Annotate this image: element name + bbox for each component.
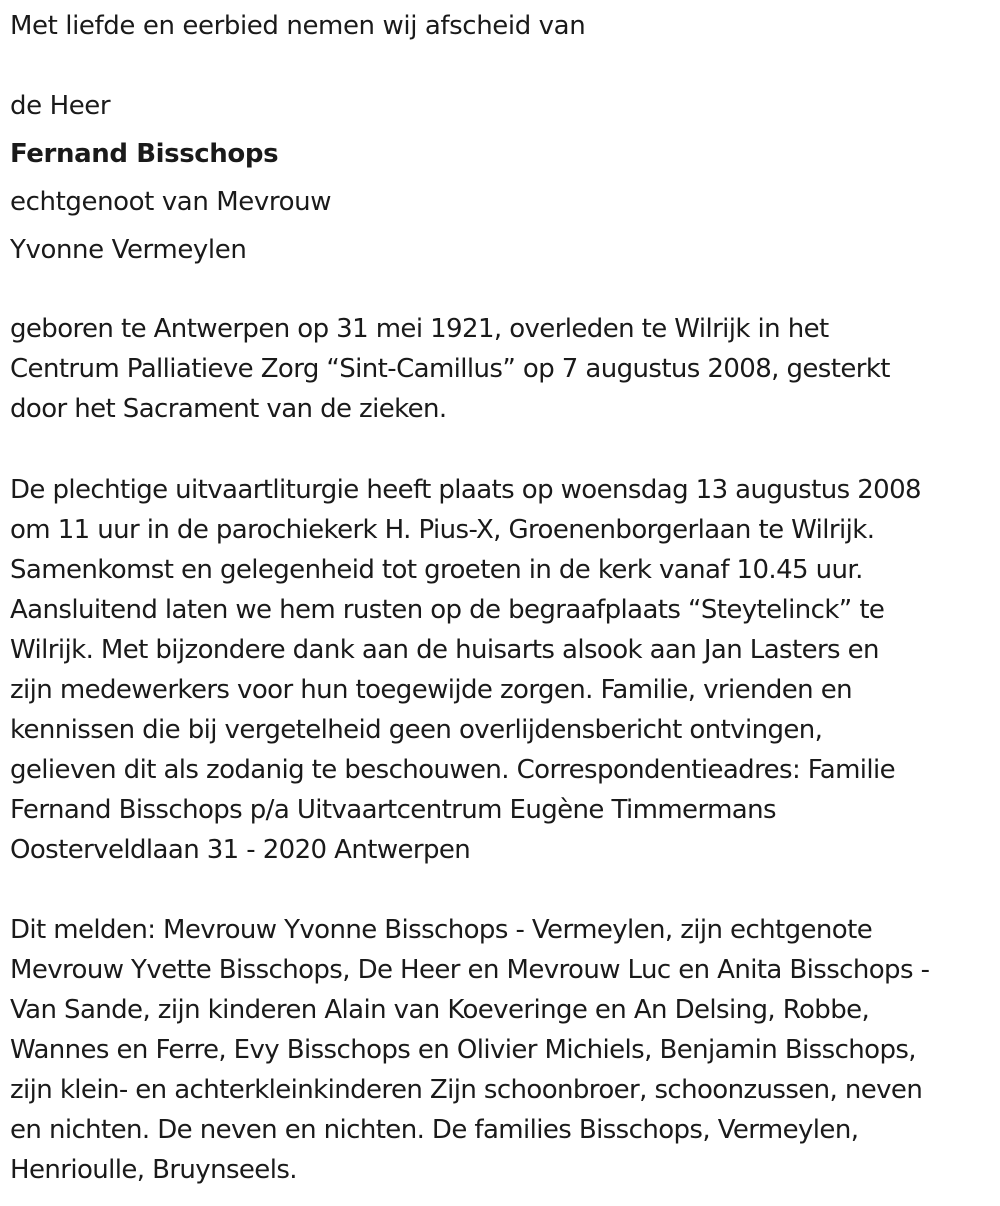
paragraph-line: kennissen die bij vergetelheid geen overlijdensbericht ontvingen, [10, 715, 823, 745]
paragraph-line: Oosterveldlaan 31 - 2020 Antwerpen [10, 835, 471, 865]
deceased-name: Fernand Bisschops [10, 139, 279, 169]
paragraph-line: Wannes en Ferre, Evy Bisschops en Olivier Michiels, Benjamin Bisschops, [10, 1035, 916, 1065]
paragraph-line: Samenkomst en gelegenheid tot groeten in de kerk vanaf 10.45 uur. [10, 555, 863, 585]
paragraph-line: geboren te Antwerpen op 31 mei 1921, overleden te Wilrijk in het [10, 314, 829, 344]
paragraph-line: Wilrijk. Met bijzondere dank aan de huisarts alsook aan Jan Lasters en [10, 635, 879, 665]
paragraph-line: Aansluitend laten we hem rusten op de begraafplaats “Steytelinck” te [10, 595, 885, 625]
paragraph-line: Henrioulle, Bruynseels. [10, 1155, 297, 1185]
birth-death-paragraph [10, 309, 890, 429]
paragraph-line: Mevrouw Yvette Bisschops, De Heer en Mevrouw Luc en Anita Bisschops - [10, 955, 930, 985]
paragraph-line: De plechtige uitvaartliturgie heeft plaats op woensdag 13 augustus 2008 [10, 475, 921, 505]
paragraph-line: Van Sande, zijn kinderen Alain van Koeveringe en An Delsing, Robbe, [10, 995, 870, 1025]
paragraph-line: zijn klein- en achterkleinkinderen Zijn schoonbroer, schoonzussen, neven [10, 1075, 923, 1105]
deceased-title: de Heer [10, 91, 111, 121]
funeral-paragraph [10, 470, 921, 870]
paragraph-line: zijn medewerkers voor hun toegewijde zorgen. Familie, vrienden en [10, 675, 852, 705]
paragraph-line: Dit melden: Mevrouw Yvonne Bisschops - Vermeylen, zijn echtgenote [10, 915, 873, 945]
spouse-line-2: Yvonne Vermeylen [10, 235, 247, 265]
opening-line: Met liefde en eerbied nemen wij afscheid van [10, 11, 586, 41]
paragraph-line: en nichten. De neven en nichten. De families Bisschops, Vermeylen, [10, 1115, 859, 1145]
spouse-line-1: echtgenoot van Mevrouw [10, 187, 332, 217]
paragraph-line: Centrum Palliatieve Zorg “Sint-Camillus” op 7 augustus 2008, gesterkt [10, 354, 890, 384]
family-paragraph [10, 910, 929, 1190]
paragraph-line: om 11 uur in de parochiekerk H. Pius-X, Groenenborgerlaan te Wilrijk. [10, 515, 875, 545]
paragraph-line: gelieven dit als zodanig te beschouwen. Correspondentieadres: Familie [10, 755, 896, 785]
paragraph-line: door het Sacrament van de zieken. [10, 394, 447, 424]
paragraph-line: Fernand Bisschops p/a Uitvaartcentrum Eugène Timmermans [10, 795, 776, 825]
